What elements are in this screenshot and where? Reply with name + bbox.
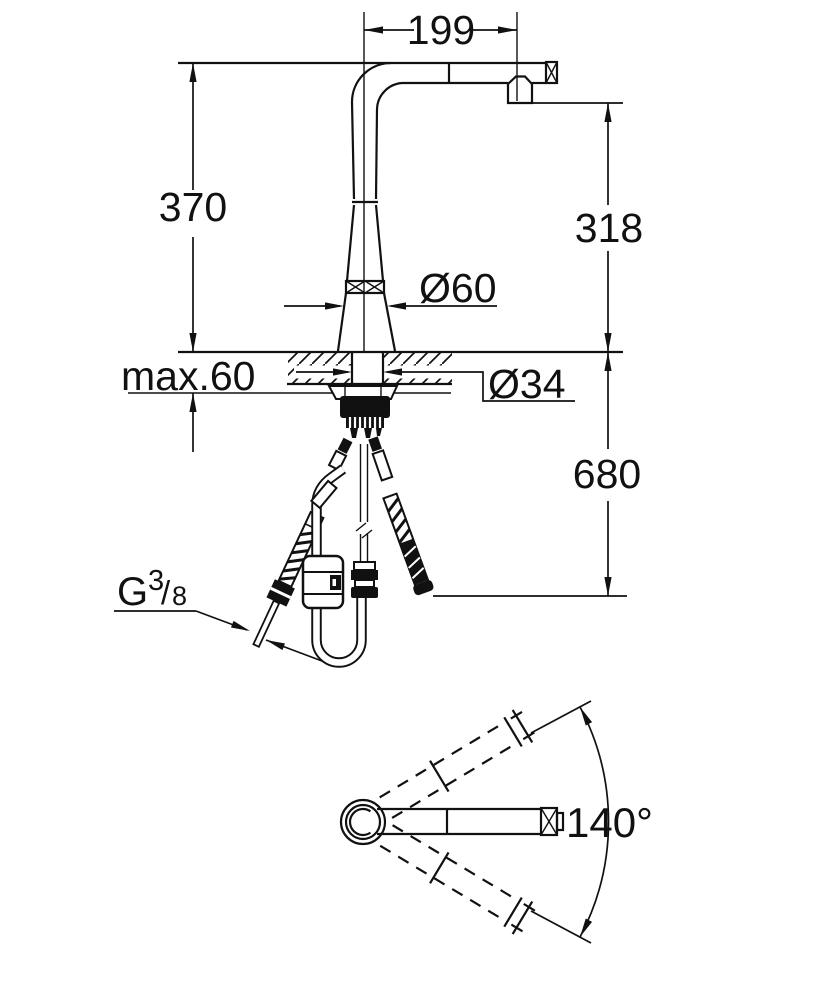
plan-base-circles bbox=[341, 800, 385, 844]
label-hole-diameter: Ø34 bbox=[488, 361, 566, 407]
plan-spout bbox=[377, 808, 563, 835]
swivel-position-lower bbox=[376, 820, 538, 938]
left-hose-stub bbox=[329, 438, 353, 471]
body-ring-band bbox=[346, 281, 384, 293]
dim-g38-leader bbox=[114, 611, 322, 661]
label-body-diameter: Ø60 bbox=[419, 265, 497, 311]
swivel-position-upper bbox=[376, 706, 538, 824]
dim-max60 bbox=[189, 393, 196, 452]
label-spout-reach: 199 bbox=[406, 7, 476, 53]
faucet-body-outline bbox=[178, 12, 557, 352]
hose-weight bbox=[303, 556, 343, 608]
under-deck-assembly bbox=[246, 386, 434, 663]
pullout-hose-upper-tube bbox=[356, 444, 372, 562]
pullout-hose-fitting bbox=[351, 562, 378, 598]
label-total-height: 370 bbox=[158, 184, 228, 230]
spout-outlet-nozzle bbox=[508, 77, 532, 104]
label-outlet-height: 318 bbox=[574, 205, 644, 251]
dimension-labels bbox=[117, 7, 653, 846]
spout-end-cap bbox=[546, 62, 557, 83]
right-supply-hose bbox=[381, 493, 435, 597]
label-thread-size: G 3 / 8 bbox=[117, 565, 188, 614]
mounting-nut bbox=[340, 396, 390, 438]
label-hose-length: 680 bbox=[572, 451, 642, 497]
right-hose-stub bbox=[368, 436, 392, 480]
label-swivel-angle: 140° bbox=[566, 799, 653, 846]
label-max-counter-thickness: max.60 bbox=[121, 353, 256, 399]
